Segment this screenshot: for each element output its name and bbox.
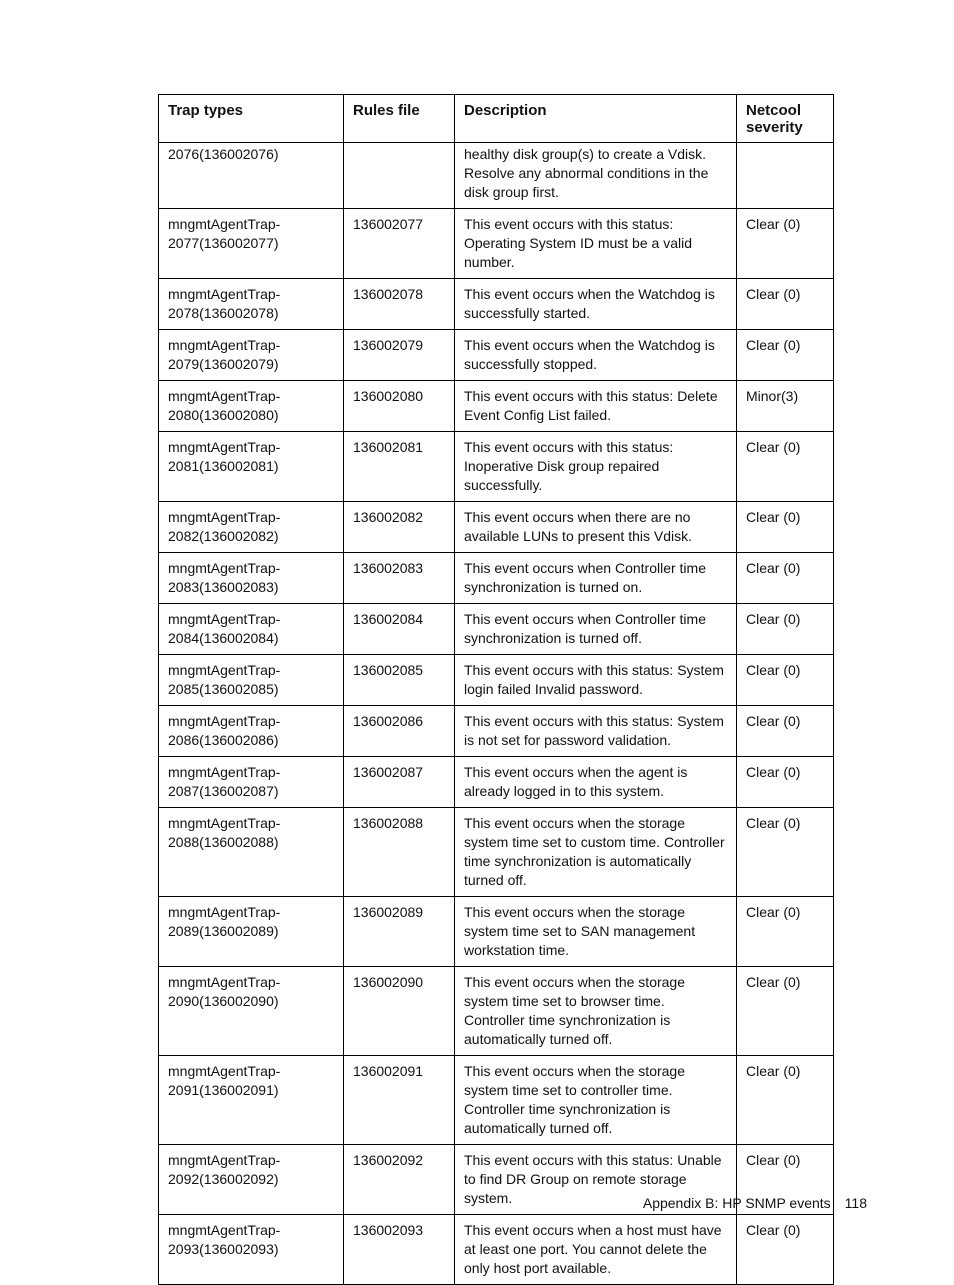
cell-rules-file: 136002089	[344, 897, 455, 967]
cell-trap-type: mngmtAgentTrap-2085(136002085)	[159, 655, 344, 706]
cell-severity: Minor(3)	[737, 381, 834, 432]
table-body	[159, 143, 834, 1285]
cell-description: This event occurs with this status: Operating System ID must be a valid number.	[455, 209, 737, 279]
table-row	[159, 209, 834, 279]
cell-description: This event occurs when the storage system time set to controller time. Controller time synchronization is automatically turned off.	[455, 1056, 737, 1145]
cell-trap-type: mngmtAgentTrap-2089(136002089)	[159, 897, 344, 967]
cell-trap-type: mngmtAgentTrap-2084(136002084)	[159, 604, 344, 655]
cell-trap-type: mngmtAgentTrap-2081(136002081)	[159, 432, 344, 502]
header-rules-file: Rules file	[344, 95, 455, 143]
cell-rules-file: 136002078	[344, 279, 455, 330]
snmp-events-table	[158, 94, 834, 1285]
table-row	[159, 967, 834, 1056]
cell-description: This event occurs when the storage system time set to custom time. Controller time synchronization is automatically turned off.	[455, 808, 737, 897]
cell-description: This event occurs when the storage system time set to SAN management workstation time.	[455, 897, 737, 967]
cell-trap-type: mngmtAgentTrap-2091(136002091)	[159, 1056, 344, 1145]
cell-description: This event occurs when Controller time synchronization is turned on.	[455, 553, 737, 604]
footer-label: Appendix B: HP SNMP events	[642, 1195, 831, 1211]
cell-trap-type: mngmtAgentTrap-2078(136002078)	[159, 279, 344, 330]
cell-rules-file: 136002090	[344, 967, 455, 1056]
cell-severity: Clear (0)	[737, 279, 834, 330]
cell-trap-type: mngmtAgentTrap-2086(136002086)	[159, 706, 344, 757]
cell-severity: Clear (0)	[737, 757, 834, 808]
cell-description: healthy disk group(s) to create a Vdisk. Resolve any abnormal conditions in the disk group first.	[455, 143, 737, 209]
header-description: Description	[455, 95, 737, 143]
cell-trap-type: mngmtAgentTrap-2087(136002087)	[159, 757, 344, 808]
cell-severity: Clear (0)	[737, 432, 834, 502]
header-trap-types: Trap types	[159, 95, 344, 143]
table-row	[159, 279, 834, 330]
cell-description: This event occurs with this status: System login failed Invalid password.	[455, 655, 737, 706]
cell-rules-file: 136002085	[344, 655, 455, 706]
cell-trap-type: 2076(136002076)	[159, 143, 344, 209]
cell-description: This event occurs when Controller time synchronization is turned off.	[455, 604, 737, 655]
cell-severity: Clear (0)	[737, 706, 834, 757]
table-row	[159, 604, 834, 655]
cell-severity	[737, 143, 834, 209]
cell-severity: Clear (0)	[737, 330, 834, 381]
table-row	[159, 502, 834, 553]
cell-rules-file: 136002088	[344, 808, 455, 897]
table-row	[159, 706, 834, 757]
table-row	[159, 897, 834, 967]
cell-rules-file: 136002093	[344, 1215, 455, 1285]
cell-severity: Clear (0)	[737, 655, 834, 706]
cell-description: This event occurs when a host must have at least one port. You cannot delete the only host port available.	[455, 1215, 737, 1285]
table-row	[159, 553, 834, 604]
table-row	[159, 330, 834, 381]
cell-description: This event occurs with this status: System is not set for password validation.	[455, 706, 737, 757]
cell-trap-type: mngmtAgentTrap-2083(136002083)	[159, 553, 344, 604]
table-row	[159, 1215, 834, 1285]
cell-description: This event occurs with this status: Delete Event Config List failed.	[455, 381, 737, 432]
cell-severity: Clear (0)	[737, 209, 834, 279]
table-header-row	[159, 95, 834, 143]
table-row-continuation	[159, 143, 834, 209]
cell-rules-file: 136002080	[344, 381, 455, 432]
cell-severity: Clear (0)	[737, 1215, 834, 1285]
cell-severity: Clear (0)	[737, 808, 834, 897]
cell-rules-file: 136002086	[344, 706, 455, 757]
cell-rules-file: 136002083	[344, 553, 455, 604]
cell-trap-type: mngmtAgentTrap-2080(136002080)	[159, 381, 344, 432]
page-footer	[643, 1195, 867, 1211]
table-row	[159, 381, 834, 432]
cell-description: This event occurs when the storage system time set to browser time. Controller time synchronization is automatically turned off.	[455, 967, 737, 1056]
table-row	[159, 655, 834, 706]
cell-severity: Clear (0)	[737, 604, 834, 655]
cell-rules-file	[344, 143, 455, 209]
cell-description: This event occurs when the Watchdog is successfully stopped.	[455, 330, 737, 381]
cell-trap-type: mngmtAgentTrap-2088(136002088)	[159, 808, 344, 897]
cell-rules-file: 136002092	[344, 1145, 455, 1215]
page-number: 118	[844, 1195, 867, 1211]
cell-trap-type: mngmtAgentTrap-2079(136002079)	[159, 330, 344, 381]
cell-trap-type: mngmtAgentTrap-2077(136002077)	[159, 209, 344, 279]
cell-description: This event occurs when the agent is already logged in to this system.	[455, 757, 737, 808]
cell-severity: Clear (0)	[737, 502, 834, 553]
cell-severity: Clear (0)	[737, 967, 834, 1056]
cell-description: This event occurs when the Watchdog is successfully started.	[455, 279, 737, 330]
cell-trap-type: mngmtAgentTrap-2092(136002092)	[159, 1145, 344, 1215]
cell-severity: Clear (0)	[737, 897, 834, 967]
cell-description: This event occurs with this status: Inoperative Disk group repaired successfully.	[455, 432, 737, 502]
cell-rules-file: 136002079	[344, 330, 455, 381]
cell-rules-file: 136002091	[344, 1056, 455, 1145]
cell-rules-file: 136002077	[344, 209, 455, 279]
table-row	[159, 808, 834, 897]
cell-severity: Clear (0)	[737, 1145, 834, 1215]
cell-severity: Clear (0)	[737, 1056, 834, 1145]
cell-rules-file: 136002082	[344, 502, 455, 553]
header-netcool-severity: Netcool severity	[737, 95, 834, 143]
cell-rules-file: 136002084	[344, 604, 455, 655]
cell-rules-file: 136002081	[344, 432, 455, 502]
cell-severity: Clear (0)	[737, 553, 834, 604]
cell-trap-type: mngmtAgentTrap-2082(136002082)	[159, 502, 344, 553]
table-row	[159, 757, 834, 808]
cell-rules-file: 136002087	[344, 757, 455, 808]
cell-description: This event occurs with this status: Unable to find DR Group on remote storage system.	[455, 1145, 737, 1215]
table-row	[159, 432, 834, 502]
cell-trap-type: mngmtAgentTrap-2090(136002090)	[159, 967, 344, 1056]
cell-description: This event occurs when there are no available LUNs to present this Vdisk.	[455, 502, 737, 553]
cell-trap-type: mngmtAgentTrap-2093(136002093)	[159, 1215, 344, 1285]
table-row	[159, 1056, 834, 1145]
